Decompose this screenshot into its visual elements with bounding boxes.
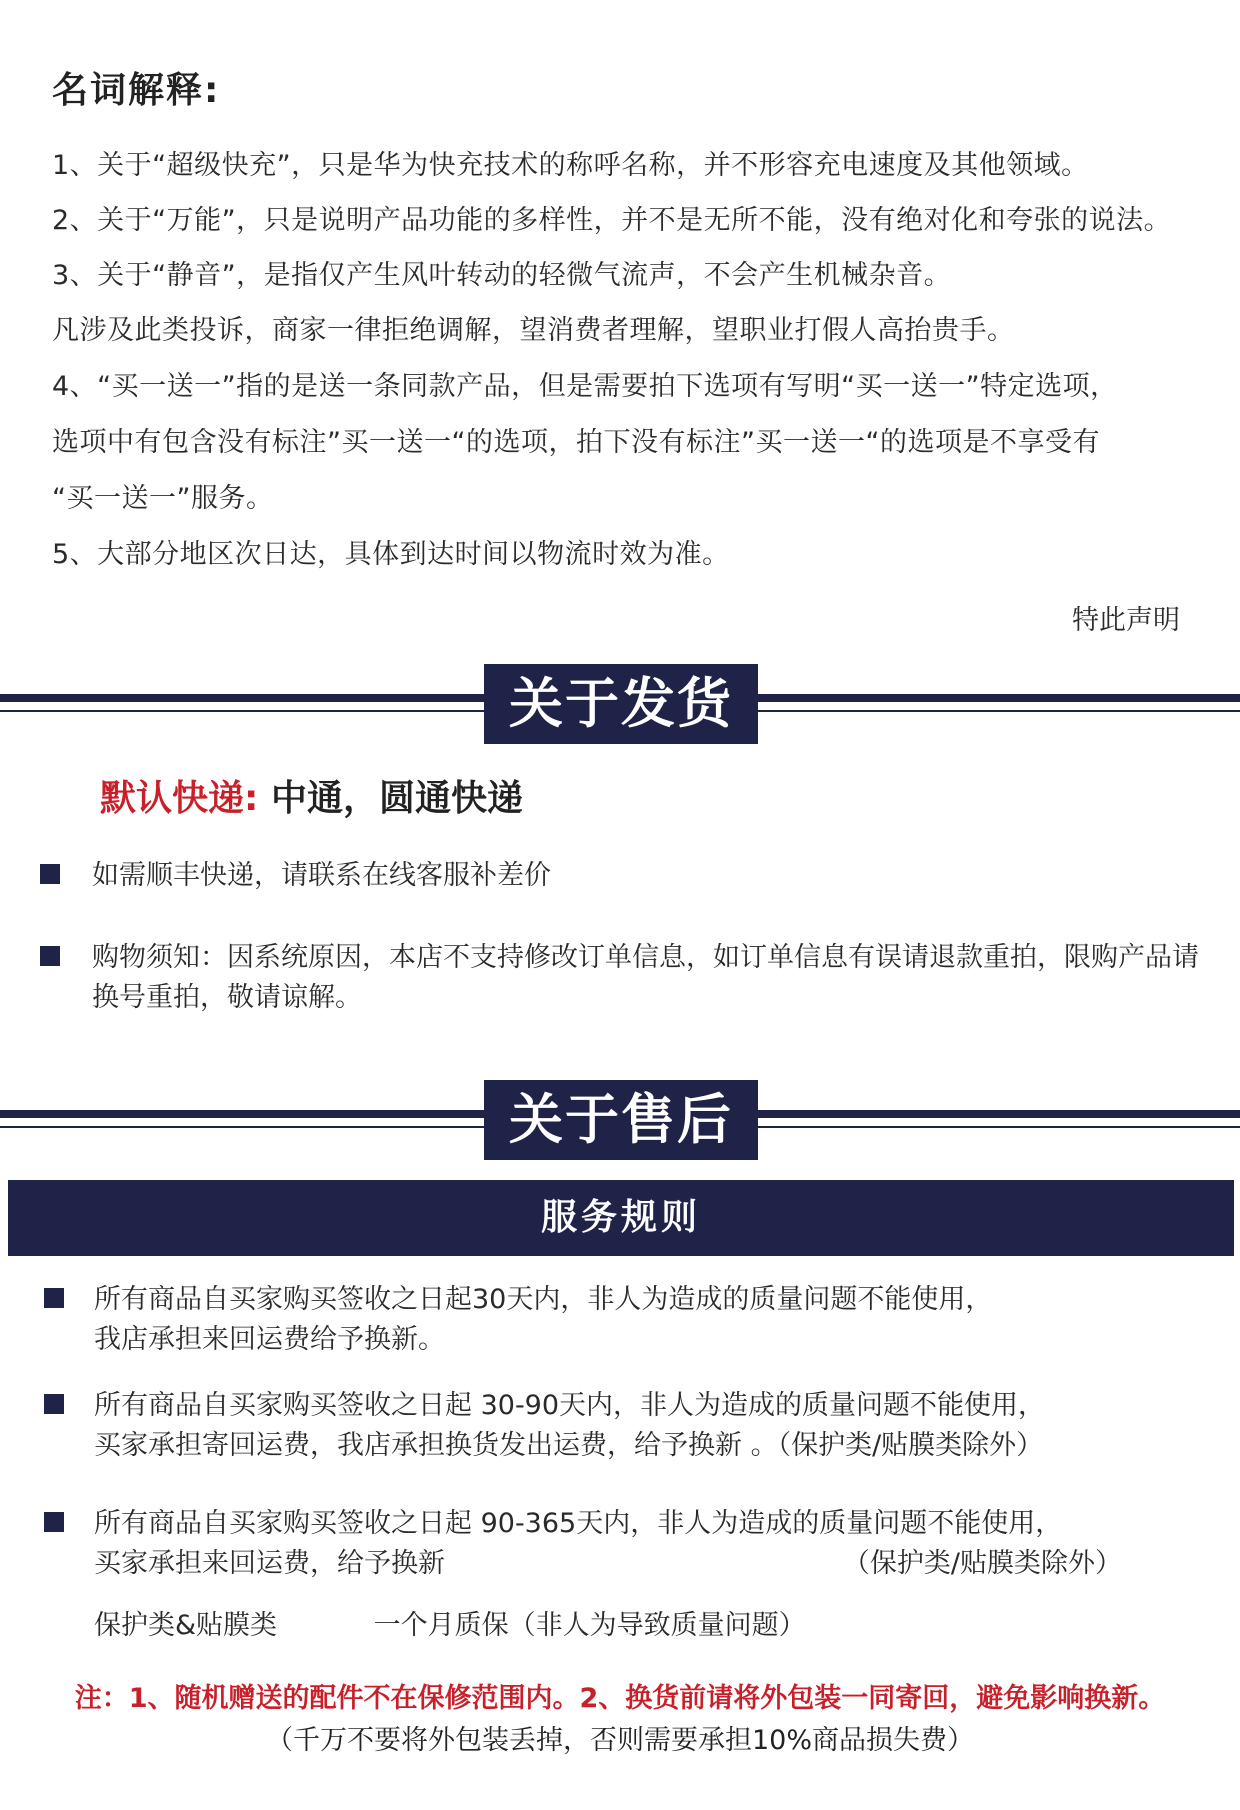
rule-exclusion: （保护类/贴膜类除外）	[842, 1548, 1122, 1579]
aftersales-note-sub: （千万不要将外包装丢掉，否则需要承担10%商品损失费）	[265, 1725, 974, 1756]
signature: 特此声明	[1072, 605, 1180, 636]
rule-line-2	[94, 1544, 1210, 1584]
shipping-header-title: 关于发货	[484, 664, 758, 744]
glossary-line: 2、关于“万能”，只是说明产品功能的多样性，并不是无所不能，没有绝对化和夸张的说法。	[52, 205, 1172, 236]
service-rule	[40, 1386, 1210, 1466]
glossary-line: 3、关于“静音”，是指仅产生风叶转动的轻微气流声，不会产生机械杂音。	[52, 260, 952, 291]
warranty-row	[94, 1603, 806, 1642]
glossary-line: 4、“买一送一”指的是送一条同款产品，但是需要拍下选项有写明“买一送一”特定选项，	[52, 371, 1118, 402]
shipping-header	[0, 664, 1240, 744]
glossary-line: 选项中有包含没有标注”买一送一“的选项，拍下没有标注”买一送一“的选项是不享受有	[52, 427, 1100, 458]
default-courier	[100, 770, 523, 821]
service-rules-banner: 服务规则	[8, 1180, 1234, 1256]
glossary-line: 5、大部分地区次日达，具体到达时间以物流时效为准。	[52, 539, 730, 570]
glossary-title: 名词解释:	[52, 70, 221, 111]
shipping-bullet	[40, 938, 1210, 1018]
warranty-value: 一个月质保（非人为导致质量问题）	[373, 1610, 806, 1641]
bullet-text: 购物须知：因系统原因，本店不支持修改订单信息，如订单信息有误请退款重拍，限购产品请换号重拍，敬请谅解。	[92, 942, 1199, 1013]
shipping-bullet	[40, 856, 1210, 896]
warranty-label: 保护类&贴膜类	[94, 1610, 278, 1641]
bullet-square-icon	[44, 1288, 64, 1308]
aftersales-header	[0, 1080, 1240, 1160]
bullet-square-icon	[44, 1512, 64, 1532]
bullet-square-icon	[40, 864, 60, 884]
rule-line-2: 买家承担寄回运费，我店承担换货发出运费，给予换新 。（保护类/贴膜类除外）	[94, 1430, 1044, 1461]
bullet-square-icon	[44, 1394, 64, 1414]
courier-value: 中通，圆通快递	[270, 778, 523, 819]
rule-line-1: 所有商品自买家购买签收之日起 90-365天内，非人为造成的质量问题不能使用，	[94, 1508, 1063, 1539]
rule-line-1: 所有商品自买家购买签收之日起30天内，非人为造成的质量问题不能使用，	[94, 1284, 993, 1315]
bullet-text: 如需顺丰快递，请联系在线客服补差价	[92, 860, 551, 891]
service-rule	[40, 1504, 1210, 1584]
aftersales-header-title: 关于售后	[484, 1080, 758, 1160]
courier-label: 默认快递:	[100, 778, 259, 819]
aftersales-note: 注：1、随机赠送的配件不在保修范围内。2、换货前请将外包装一同寄回，避免影响换新。	[74, 1683, 1166, 1714]
rule-line-1: 所有商品自买家购买签收之日起 30-90天内，非人为造成的质量问题不能使用，	[94, 1390, 1046, 1421]
glossary-line: 1、关于“超级快充”，只是华为快充技术的称呼名称，并不形容充电速度及其他领域。	[52, 150, 1089, 181]
bullet-square-icon	[40, 946, 60, 966]
rule-line-2: 我店承担来回运费给予换新。	[94, 1324, 445, 1355]
rule-line-2-text: 买家承担来回运费，给予换新	[94, 1548, 445, 1579]
glossary-line: 凡涉及此类投诉，商家一律拒绝调解，望消费者理解，望职业打假人高抬贵手。	[52, 315, 1015, 346]
service-rule	[40, 1280, 1210, 1360]
glossary-line: “买一送一”服务。	[52, 483, 274, 514]
